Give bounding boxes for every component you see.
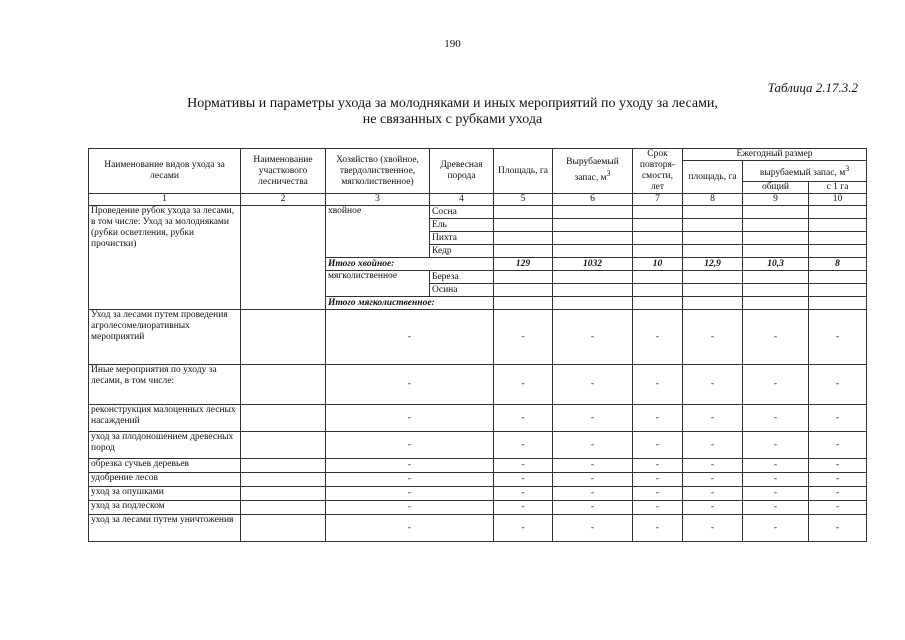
table-title <box>0 96 905 128</box>
dash-cell: - <box>683 310 743 365</box>
species-cell: Осина <box>430 284 494 297</box>
dash-cell: - <box>809 487 867 501</box>
table-row <box>89 206 867 219</box>
header-cut-stock-sup: 3 <box>845 163 850 173</box>
forestry-cell <box>241 459 326 473</box>
empty-cell <box>809 232 867 245</box>
dash-cell: - <box>743 310 809 365</box>
soft-total-label: Итого мягколиственное: <box>326 297 494 310</box>
empty-cell <box>683 297 743 310</box>
dash-cell: - <box>683 365 743 405</box>
empty-cell <box>743 284 809 297</box>
header-per-ha: с 1 га <box>809 182 867 194</box>
header-cut-stock <box>743 161 867 182</box>
dash-cell: - <box>326 515 494 542</box>
empty-cell <box>743 206 809 219</box>
dash-cell: - <box>326 459 494 473</box>
dash-cell: - <box>494 487 553 501</box>
dash-cell: - <box>326 487 494 501</box>
dash-cell: - <box>633 459 683 473</box>
header-col6 <box>553 149 633 194</box>
forestry-cell <box>241 206 326 310</box>
col-number: 6 <box>553 194 633 206</box>
header-cut-stock-text: вырубаемый запас, м <box>759 168 846 179</box>
dash-cell: - <box>683 432 743 459</box>
total-value: 1032 <box>553 258 633 271</box>
header-col4: Древесная порода <box>430 149 494 194</box>
header-col6-sup: 3 <box>606 169 611 179</box>
total-value: 12,9 <box>683 258 743 271</box>
dash-cell: - <box>553 365 633 405</box>
header-annual: Ежегодный размер <box>683 149 867 161</box>
dash-cell: - <box>743 501 809 515</box>
dash-cell: - <box>743 365 809 405</box>
empty-cell <box>494 219 553 232</box>
empty-cell <box>633 245 683 258</box>
table-row <box>89 473 867 487</box>
dash-cell: - <box>683 487 743 501</box>
total-value: 8 <box>809 258 867 271</box>
header-col1: Наименование видов ухода за лесами <box>89 149 241 194</box>
empty-cell <box>633 219 683 232</box>
table-row <box>89 310 867 365</box>
table-row <box>89 459 867 473</box>
empty-cell <box>743 271 809 284</box>
table-row <box>89 405 867 432</box>
dash-cell: - <box>326 432 494 459</box>
dash-cell: - <box>809 515 867 542</box>
dash-cell: - <box>326 405 494 432</box>
empty-cell <box>494 232 553 245</box>
total-value: 10,3 <box>743 258 809 271</box>
activity-name: обрезка сучьев деревьев <box>89 459 241 473</box>
empty-cell <box>809 206 867 219</box>
activity-name: удобрение лесов <box>89 473 241 487</box>
dash-cell: - <box>553 473 633 487</box>
empty-cell <box>809 284 867 297</box>
dash-cell: - <box>494 365 553 405</box>
conifer-label: хвойное <box>326 206 430 258</box>
table-row <box>89 432 867 459</box>
dash-cell: - <box>494 515 553 542</box>
empty-cell <box>553 206 633 219</box>
empty-cell <box>494 245 553 258</box>
dash-cell: - <box>553 310 633 365</box>
col-number: 3 <box>326 194 430 206</box>
total-value: 129 <box>494 258 553 271</box>
empty-cell <box>809 297 867 310</box>
forestry-cell <box>241 310 326 365</box>
forestry-cell <box>241 365 326 405</box>
table-row <box>89 487 867 501</box>
empty-cell <box>743 245 809 258</box>
dash-cell: - <box>553 459 633 473</box>
empty-cell <box>743 297 809 310</box>
dash-cell: - <box>633 432 683 459</box>
dash-cell: - <box>683 515 743 542</box>
dash-cell: - <box>494 473 553 487</box>
empty-cell <box>683 284 743 297</box>
species-cell: Пихта <box>430 232 494 245</box>
dash-cell: - <box>494 405 553 432</box>
total-value: 10 <box>633 258 683 271</box>
dash-cell: - <box>326 473 494 487</box>
col-number: 8 <box>683 194 743 206</box>
species-cell: Береза <box>430 271 494 284</box>
header-col7: Срок повторя-смости, лет <box>633 149 683 194</box>
forestry-cell <box>241 487 326 501</box>
dash-cell: - <box>553 501 633 515</box>
forestry-cell <box>241 473 326 487</box>
empty-cell <box>553 297 633 310</box>
section1-name: Проведение рубок ухода за лесами, в том числе: Уход за молодняками (рубки осветления, рубки прочистки) <box>89 206 241 310</box>
empty-cell <box>743 219 809 232</box>
empty-cell <box>494 206 553 219</box>
empty-cell <box>553 245 633 258</box>
dash-cell: - <box>683 459 743 473</box>
empty-cell <box>494 271 553 284</box>
dash-cell: - <box>743 405 809 432</box>
empty-cell <box>553 271 633 284</box>
forestry-cell <box>241 501 326 515</box>
header-area: площадь, га <box>683 161 743 194</box>
col-number: 2 <box>241 194 326 206</box>
other-rows <box>89 310 867 542</box>
empty-cell <box>743 232 809 245</box>
header-col6-text: Вырубаемый запас, м <box>566 157 619 184</box>
table-row <box>89 501 867 515</box>
table-number: Таблица 2.17.3.2 <box>767 80 858 95</box>
activity-name: уход за подлеском <box>89 501 241 515</box>
dash-cell: - <box>743 432 809 459</box>
dash-cell: - <box>553 487 633 501</box>
dash-cell: - <box>633 365 683 405</box>
norms-table <box>88 148 867 542</box>
col-number: 5 <box>494 194 553 206</box>
activity-name: Уход за лесами путем проведения агролесомелиоративных мероприятий <box>89 310 241 365</box>
table-row <box>89 515 867 542</box>
empty-cell <box>633 206 683 219</box>
dash-cell: - <box>809 473 867 487</box>
species-cell: Сосна <box>430 206 494 219</box>
dash-cell: - <box>494 432 553 459</box>
title-line-1: Нормативы и параметры ухода за молодняками и иных мероприятий по уходу за лесами, <box>187 96 718 111</box>
dash-cell: - <box>683 473 743 487</box>
dash-cell: - <box>633 310 683 365</box>
soft-label: мягколиственное <box>326 271 430 297</box>
dash-cell: - <box>743 473 809 487</box>
dash-cell: - <box>494 459 553 473</box>
empty-cell <box>633 232 683 245</box>
empty-cell <box>553 232 633 245</box>
dash-cell: - <box>809 432 867 459</box>
dash-cell: - <box>743 487 809 501</box>
dash-cell: - <box>326 310 494 365</box>
empty-cell <box>683 232 743 245</box>
title-line-2: не связанных с рубками ухода <box>362 112 543 127</box>
dash-cell: - <box>809 459 867 473</box>
empty-cell <box>494 284 553 297</box>
species-cell: Ель <box>430 219 494 232</box>
dash-cell: - <box>743 515 809 542</box>
dash-cell: - <box>633 473 683 487</box>
forestry-cell <box>241 405 326 432</box>
forestry-cell <box>241 432 326 459</box>
dash-cell: - <box>326 365 494 405</box>
empty-cell <box>633 271 683 284</box>
header-total: общий <box>743 182 809 194</box>
empty-cell <box>633 284 683 297</box>
dash-cell: - <box>683 405 743 432</box>
col-number: 7 <box>633 194 683 206</box>
empty-cell <box>683 245 743 258</box>
dash-cell: - <box>809 405 867 432</box>
dash-cell: - <box>809 501 867 515</box>
forestry-cell <box>241 515 326 542</box>
dash-cell: - <box>553 405 633 432</box>
dash-cell: - <box>553 515 633 542</box>
empty-cell <box>683 219 743 232</box>
header-col3: Хозяйство (хвойное, твердолиственное, мягколиственное) <box>326 149 430 194</box>
dash-cell: - <box>494 310 553 365</box>
empty-cell <box>494 297 553 310</box>
page-number: 190 <box>444 38 461 50</box>
empty-cell <box>683 206 743 219</box>
col-number: 9 <box>743 194 809 206</box>
activity-name: уход за плодоношением древесных пород <box>89 432 241 459</box>
col-number: 4 <box>430 194 494 206</box>
dash-cell: - <box>553 432 633 459</box>
col-number: 10 <box>809 194 867 206</box>
dash-cell: - <box>633 501 683 515</box>
conifer-total-label: Итого хвойное: <box>326 258 494 271</box>
activity-name: Иные мероприятия по уходу за лесами, в том числе: <box>89 365 241 405</box>
dash-cell: - <box>683 501 743 515</box>
dash-cell: - <box>633 487 683 501</box>
empty-cell <box>683 271 743 284</box>
empty-cell <box>809 219 867 232</box>
activity-name: реконструкция малоценных лесных насаждений <box>89 405 241 432</box>
dash-cell: - <box>743 459 809 473</box>
empty-cell <box>809 271 867 284</box>
activity-name: уход за лесами путем уничтожения <box>89 515 241 542</box>
table-row <box>89 365 867 405</box>
empty-cell <box>809 245 867 258</box>
column-numbers-row <box>89 194 867 206</box>
header-col5: Площадь, га <box>494 149 553 194</box>
species-cell: Кедр <box>430 245 494 258</box>
dash-cell: - <box>809 310 867 365</box>
dash-cell: - <box>633 515 683 542</box>
empty-cell <box>553 284 633 297</box>
dash-cell: - <box>326 501 494 515</box>
activity-name: уход за опушками <box>89 487 241 501</box>
header-col2: Наименование участкового лесничества <box>241 149 326 194</box>
dash-cell: - <box>809 365 867 405</box>
dash-cell: - <box>633 405 683 432</box>
col-number: 1 <box>89 194 241 206</box>
empty-cell <box>553 219 633 232</box>
dash-cell: - <box>494 501 553 515</box>
empty-cell <box>633 297 683 310</box>
